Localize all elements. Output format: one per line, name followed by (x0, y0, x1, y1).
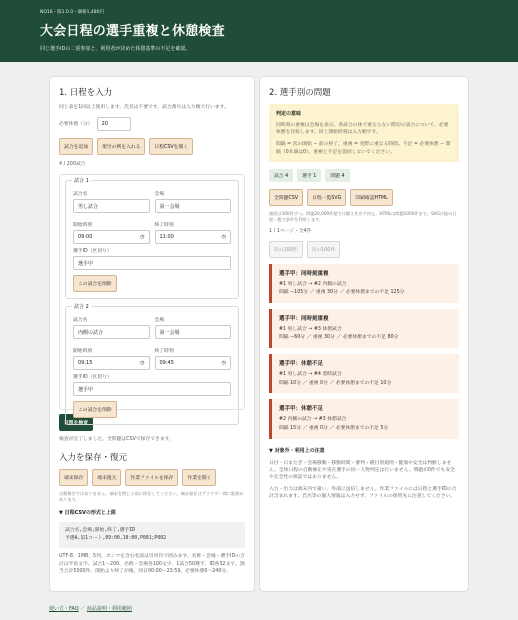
match-count: 4 / 200試合 (59, 162, 86, 168)
player-count-badge: 選手 1 (297, 169, 321, 182)
export-csv-button[interactable]: 全問題CSV (269, 189, 303, 206)
next-page-button[interactable]: 次の100件 (307, 241, 341, 258)
scope-text-1: 日付・日またぎ・会場移動・移動時間・審判・種目別規則・健康や安全は判断しません。全体日程の自動修正や実在選手の同一人物判定は行いません。問題が0件でも安全や完全性の保証ではありません。 (269, 460, 455, 480)
scope-summary[interactable]: ▼ 対象外・利用上の注意 (269, 447, 325, 454)
match-legend: 試合 2 (74, 304, 89, 311)
app-header (0, 0, 518, 62)
csv-format-summary[interactable]: ▼ 日程CSVの形式と上限 (59, 510, 116, 517)
player-ids-input[interactable]: 選手甲 (73, 256, 231, 270)
print-html-button[interactable]: 印刷確認HTML (350, 189, 393, 206)
open-workfile-button[interactable]: 作業を開く (182, 469, 216, 486)
page-title: 大会日程の選手重複と休憩検査 (40, 24, 225, 39)
check-schedule-button[interactable]: 日程を検査 (59, 414, 93, 431)
rest-label: 必要休憩（分） (59, 121, 93, 127)
insert-example-button[interactable]: 架空の例を入れる (97, 138, 145, 155)
local-restore-button[interactable]: 端末復元 (92, 469, 121, 486)
start-time-label: 開始時刻 (73, 223, 93, 229)
player-ids-label: 選手ID（区切り） (73, 249, 112, 255)
match-fieldset (65, 306, 239, 425)
export-svg-button[interactable]: 日程一覧SVG (307, 189, 346, 206)
csv-limits: UTF-8、1MB、5列。カンマを含む名前は引用符で囲みます。名称・会場・選手IDの合計は半角文字。試合1〜200、名称・会場各100文字、1試合50選手、ID各32文字。割当合計5000件。開始より終了が後。同日00:00〜23:59。必要休憩0〜240分。 (59, 554, 245, 574)
clock-icon: ◷ (221, 234, 226, 241)
save-heading: 入力を保存・復元 (59, 452, 128, 463)
issue-count-badge: 問題 4 (325, 169, 349, 182)
clock-icon: ◷ (140, 234, 145, 241)
end-time-label: 終了時刻 (154, 349, 174, 355)
player-ids-label: 選手ID（区切り） (73, 375, 112, 381)
rest-minutes-input[interactable]: 20 (97, 117, 131, 131)
scope-text-2: 入力・出力は端末内で扱い、外部に送信しません。作業ファイルには日程と選手IDの合計含まれます。氏名等の個人情報は入力せず、ファイルの保管先に注意してください。 (269, 487, 457, 500)
venue-input[interactable]: 第一会場 (155, 199, 232, 213)
issue-card: 選手甲：休憩不足 #2 内側の試合 → #3 休憩試合 間隔 15分 ／ 重複 0分 ／ 必要休憩までの不足 5分 (269, 399, 459, 438)
results-heading: 2. 選手別の問題 (269, 88, 331, 98)
product-kicker: NO16・版1.0.0・価格1,480円 (40, 10, 104, 15)
product-info-link[interactable]: 商品説明・利用範囲 (86, 606, 132, 612)
input-intro: 同じ表を1回以上使用します。氏名は不要です。試合番号は入力順で行います。 (59, 105, 229, 110)
end-time-input[interactable]: 09:45 ◷ (155, 356, 232, 370)
clock-icon: ◷ (221, 360, 226, 367)
start-time-input[interactable]: 09:15 ◷ (73, 356, 150, 370)
issue-card: 選手甲：休憩不足 #1 男し試合 → #4 着時試合 間隔 10分 ／ 重複 0分 ／ 必要休憩までの不足 10分 (269, 354, 459, 393)
issue-card: 選手甲：同時刻重複 #1 男し試合 → #2 内側の試合 間隔 −105分 ／ 重複 30分 ／ 必要休憩までの不足 125分 (269, 264, 459, 303)
match-name-input[interactable]: 男し試合 (73, 199, 150, 213)
match-legend: 試合 1 (74, 178, 89, 185)
start-time-label: 開始時刻 (73, 349, 93, 355)
input-panel (49, 76, 255, 592)
page-info: 1 / 1ページ・全4件 (269, 229, 312, 235)
page-subtitle: 同じ選手IDの二重参加と、利用者が決めた休憩基準の不足を確認。 (40, 46, 191, 52)
delete-match-button[interactable]: この試合を削除 (73, 275, 117, 292)
csv-example: 試合名,会場,開始,終了,選手ID 予選A,第1コート,09:00,10:00,P001;P002 (59, 522, 245, 548)
input-heading: 1. 日程を入力 (59, 88, 113, 98)
match-name-label: 試合名 (73, 192, 88, 198)
start-time-input[interactable]: 09:00 ◷ (73, 230, 150, 244)
faq-link[interactable]: 使い方・FAQ (49, 606, 79, 612)
save-note: 自動保存ではありません。端末を閉じる前に保存してください。端末保存はブラウザー間に限界があります。 (59, 490, 244, 502)
venue-input[interactable]: 第一会場 (155, 325, 232, 339)
player-ids-input[interactable]: 選手甲 (73, 382, 231, 396)
end-time-input[interactable]: 11:00 ◷ (155, 230, 232, 244)
issue-card: 選手甲：同時刻重複 #1 男し試合 → #3 休憩試合 間隔 −60分 ／ 重複 30分 ／ 必要休憩までの不足 80分 (269, 309, 459, 348)
match-list[interactable] (59, 174, 245, 414)
clock-icon: ◷ (140, 360, 145, 367)
venue-label: 会場 (154, 192, 165, 198)
match-count-badge: 試合 4 (269, 169, 293, 182)
match-name-input[interactable]: 内側の試合 (73, 325, 150, 339)
local-save-button[interactable]: 端末保存 (59, 469, 88, 486)
add-match-button[interactable]: 試合を追加 (59, 138, 93, 155)
save-workfile-button[interactable]: 作業ファイルを保存 (125, 469, 178, 486)
delete-match-button[interactable]: この試合を削除 (73, 401, 117, 418)
match-fieldset (65, 180, 239, 299)
match-name-label: 試合名 (73, 318, 88, 324)
open-csv-button[interactable]: 日程CSVを開く (149, 138, 193, 155)
footer-separator: ／ (80, 606, 86, 612)
end-time-label: 終了時刻 (154, 223, 174, 229)
footer (49, 605, 132, 612)
results-panel (259, 76, 469, 592)
prev-page-button[interactable]: 前の100件 (269, 241, 303, 258)
definition-note: 判定の意味 同時刻の重複は会場を表示。各試合の体で重ならない際切の試合について、必要休憩を比較します。同じ開始時刻は入力順です。 間隔 = 次の開始 − 前の終了。重複 = 実際に重なる時間。不足 = 必要休憩 − 間隔（0未満は0）。重複と不足を混同しないでください。 (269, 104, 459, 162)
venue-label: 会場 (154, 318, 165, 324)
export-note: 画面は100件ずつ。問題20,000件超では鍛えを出す停止。HTMLは問題1000件まで。SVGは他の日程一覧で条件を利用します。 (269, 210, 457, 223)
check-status: 検査が完了しました。全問題はCSVで保存できます。 (59, 437, 174, 443)
